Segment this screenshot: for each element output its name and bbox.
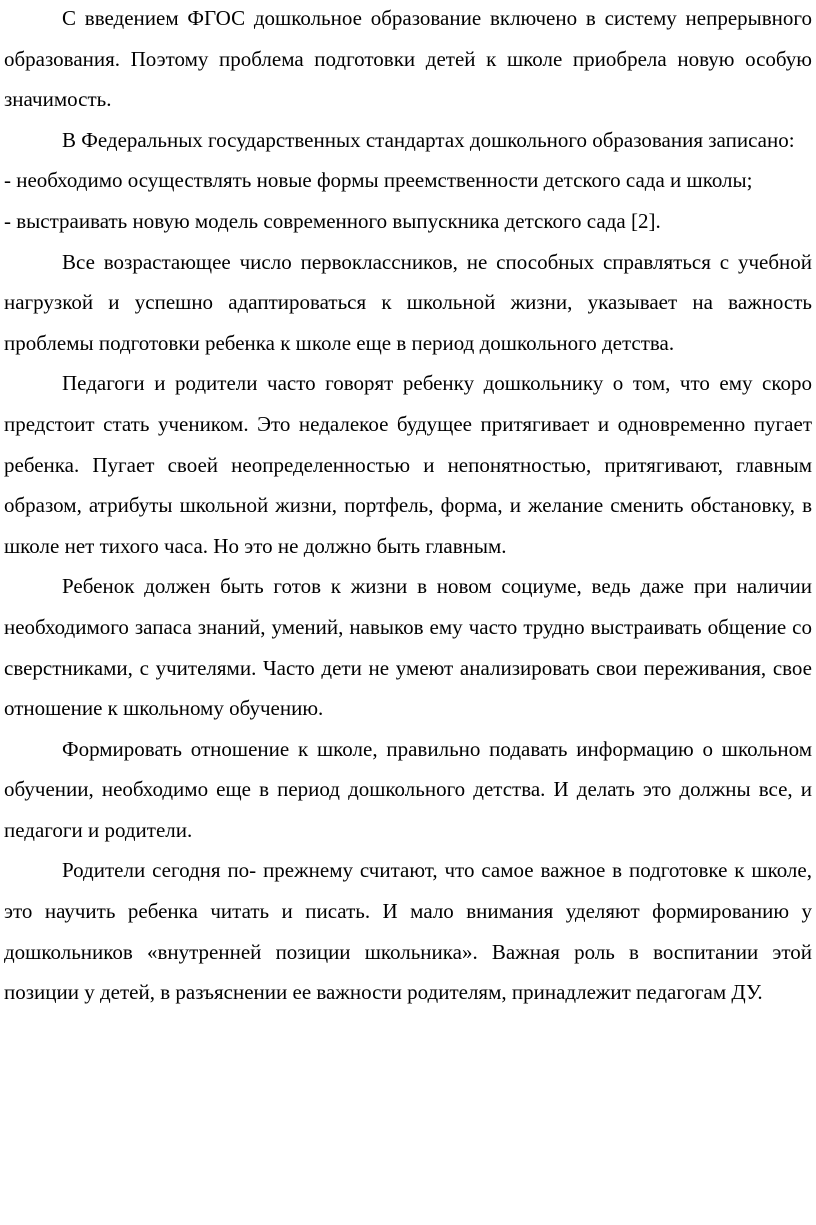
paragraph-fgos-intro: С введением ФГОС дошкольное образование включено в систему непрерывного образования. Поэтому проблема подготовки детей к школе приобрела новую особую значимость. — [4, 6, 812, 112]
paragraph-federal-standards: В Федеральных государственных стандартах дошкольного образования записано: — [62, 127, 795, 152]
paragraph-new-society: Ребенок должен быть готов к жизни в новом социуме, ведь даже при наличии необходимого запаса знаний, умений, навыков ему часто трудно выстраивать общение со сверстниками, с учителями. Часто дети не умеют анализировать свои переживания, свое отношение к школьному обучению. — [4, 574, 812, 721]
paragraph-first-graders: Все возрастающее число первоклассников, не способных справляться с учебной нагрузкой и успешно адаптироваться к школьной жизни, указывает на важность проблемы подготовки ребенка к школе еще в период дошкольного детства. — [4, 249, 812, 355]
list-item-graduate-model: - выстраивать новую модель современного выпускника детского сада [2]. — [4, 208, 661, 233]
list-item-continuity: - необходимо осуществлять новые формы преемственности детского сада и школы; — [4, 168, 753, 193]
paragraph-parents-today: Родители сегодня по- прежнему считают, что самое важное в подготовке к школе, это научить ребенка читать и писать. И мало внимания уделяют формированию у дошкольников «внутренней позиции школьника». Важная роль в воспитании этой позиции у детей, в разъяснении ее важности родителям, принадлежит педагогам ДУ. — [4, 858, 812, 1005]
paragraph-attitude-to-school: Формировать отношение к школе, правильно подавать информацию о школьном обучении, необходимо еще в период дошкольного детства. И делать это должны все, и педагоги и родители. — [4, 736, 812, 842]
paragraph-teachers-parents: Педагоги и родители часто говорят ребенку дошкольнику о том, что ему скоро предстоит стать учеником. Это недалекое будущее притягивает и одновременно пугает ребенка. Пугает своей неопределенностью и непонятностью, притягивают, главным образом, атрибуты школьной жизни, портфель, форма, и желание сменить обстановку, в школе нет тихого часа. Но это не должно быть главным. — [4, 371, 812, 558]
